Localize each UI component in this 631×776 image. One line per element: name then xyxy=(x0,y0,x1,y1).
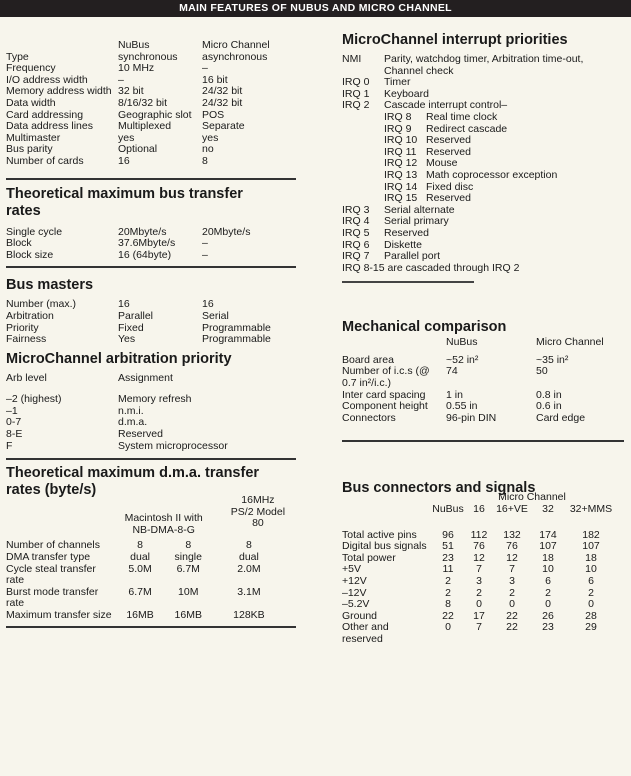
interrupt-sub-cell xyxy=(384,182,624,194)
connectors-cell: 26 xyxy=(542,609,554,622)
arbitration-cell: n.m.i. xyxy=(118,404,144,417)
connectors-cell: 23 xyxy=(542,621,554,634)
masters-cell: Fixed xyxy=(118,321,144,334)
connectors-cell: 2 xyxy=(545,586,551,599)
arbitration-cell: –2 (highest) xyxy=(6,393,62,406)
masters-table xyxy=(6,299,286,345)
connectors-cell: 2 xyxy=(588,586,594,599)
mechanical-table xyxy=(342,337,626,424)
dma-cell: 3.1M xyxy=(237,585,261,598)
features-cell: Type xyxy=(6,50,29,63)
features-cell: I/O address width xyxy=(6,73,88,86)
connectors-cell: 76 xyxy=(473,540,485,553)
arbitration-cell: 8-E xyxy=(6,428,23,441)
interrupt-level: IRQ 12 xyxy=(384,157,418,170)
interrupt-assignment: Parallel port xyxy=(384,250,441,263)
features-row xyxy=(6,98,286,110)
connectors-cell: 10 xyxy=(542,563,554,576)
connectors-cell: 51 xyxy=(442,540,454,553)
masters-cell: Programmable xyxy=(202,333,271,346)
connectors-cell: –12V xyxy=(342,586,367,599)
arbitration-cell: F xyxy=(6,439,13,452)
connectors-cell: 29 xyxy=(585,621,597,634)
interrupt-level: IRQ 3 xyxy=(342,203,370,216)
interrupt-level: IRQ 0 xyxy=(342,76,370,89)
dma-cell: Cycle steal transfer rate xyxy=(6,562,96,587)
connectors-cell: Other and reserved xyxy=(342,621,389,645)
dma-table xyxy=(6,495,286,621)
transfer-title: Theoretical maximum bus transfer rates xyxy=(6,185,243,219)
dma-title: Theoretical maximum d.m.a. transfer rates (byte/s) xyxy=(6,465,260,499)
features-header-nubus: NuBus xyxy=(118,39,150,51)
masters-cell: Yes xyxy=(118,333,136,346)
mechanical-cell: Component height xyxy=(342,400,428,413)
masters-title: Bus masters xyxy=(6,277,94,294)
mechanical-cell: Number of i.c.s (@ 0.7 in²/i.c.) xyxy=(342,365,430,390)
connectors-cell: 174 xyxy=(539,528,557,541)
connectors-cell: 0 xyxy=(445,621,451,634)
interrupt-assignment: Mouse xyxy=(426,157,458,170)
dma-cell: 8 xyxy=(246,539,252,552)
features-header-blank xyxy=(6,40,118,52)
page-banner: MAIN FEATURES OF NUBUS AND MICRO CHANNEL xyxy=(0,0,631,17)
interrupts-table xyxy=(342,54,624,263)
features-cell: – xyxy=(202,62,208,75)
interrupt-assignment: Math coprocessor exception xyxy=(426,168,558,181)
connectors-cell: 22 xyxy=(506,609,518,622)
dma-cell: 2.0M xyxy=(237,562,261,575)
mechanical-cell: ~35 in² xyxy=(536,353,569,366)
features-rule xyxy=(6,178,296,180)
dma-cell: single xyxy=(174,551,202,564)
transfer-table xyxy=(6,227,286,262)
dma-cell: 5.0M xyxy=(128,562,152,575)
features-cell: 24/32 bit xyxy=(202,85,243,98)
features-table xyxy=(6,40,286,168)
connectors-row xyxy=(342,622,618,645)
interrupt-level: NMI xyxy=(342,53,362,65)
interrupt-assignment: Timer xyxy=(384,76,411,89)
connectors-cell: 3 xyxy=(509,575,515,587)
mechanical-cell: 1 in xyxy=(446,388,463,401)
transfer-rule xyxy=(6,266,296,268)
interrupt-indent xyxy=(342,170,384,182)
features-section xyxy=(6,40,286,180)
connectors-cell: 7 xyxy=(476,563,482,576)
interrupt-row xyxy=(342,228,624,240)
connectors-cell: 23 xyxy=(442,551,454,564)
dma-row xyxy=(6,587,286,610)
mechanical-cell: 96-pin DIN xyxy=(446,411,497,424)
interrupt-indent xyxy=(342,135,384,147)
arbitration-section xyxy=(6,351,286,461)
interrupts-rule xyxy=(342,281,474,283)
dma-cell: Burst mode transfer rate xyxy=(6,585,99,610)
connectors-cell: Ground xyxy=(342,609,378,622)
interrupt-row xyxy=(342,135,624,147)
features-cell: 10 MHz xyxy=(118,62,155,75)
features-cell: Geographic slot xyxy=(118,108,192,121)
features-cell: – xyxy=(118,73,124,86)
dma-header-macintosh: Macintosh II with NB-DMA-8-G xyxy=(124,512,203,536)
connectors-cell: –5.2V xyxy=(342,598,370,611)
features-cell: Optional xyxy=(118,143,158,156)
interrupt-sub-cell xyxy=(384,124,624,136)
transfer-cell: 20Mbyte/s xyxy=(118,225,167,238)
dma-cell: 128KB xyxy=(233,609,265,621)
connectors-cell: 107 xyxy=(539,540,557,553)
interrupt-sub-cell xyxy=(384,193,624,205)
connectors-cell: 76 xyxy=(506,540,518,553)
dma-cell: DMA transfer type xyxy=(6,551,91,564)
connectors-cell: Total active pins xyxy=(342,528,417,541)
dma-cell: 16MB xyxy=(174,609,202,621)
connectors-cell: 22 xyxy=(442,609,454,622)
masters-cell: Arbitration xyxy=(6,309,54,322)
masters-row xyxy=(6,311,286,323)
features-cell: yes xyxy=(202,131,219,144)
connectors-section xyxy=(342,480,630,645)
interrupt-level: IRQ 4 xyxy=(342,215,370,228)
interrupt-assignment: Fixed disc xyxy=(426,180,474,193)
interrupt-level: IRQ 5 xyxy=(342,226,370,239)
features-cell: Bus parity xyxy=(6,143,53,156)
features-header-row xyxy=(6,40,286,52)
interrupt-assignment: Parity, watchdog timer, Arbitration time-out, Channel check xyxy=(384,53,584,77)
arbitration-cell: Memory refresh xyxy=(118,393,192,406)
connectors-cell: 0 xyxy=(476,598,482,611)
mechanical-cell: ~52 in² xyxy=(446,353,479,366)
interrupt-sub-cell xyxy=(384,170,624,182)
features-cell: 32 bit xyxy=(118,85,144,98)
mechanical-cell: 50 xyxy=(536,365,548,378)
conn-subheader: 16+VE xyxy=(496,503,528,516)
mechanical-row xyxy=(342,413,626,425)
connectors-cell: 3 xyxy=(476,575,482,587)
interrupt-level: IRQ 15 xyxy=(384,192,418,205)
features-cell: Data address lines xyxy=(6,120,93,133)
transfer-cell: 20Mbyte/s xyxy=(202,225,251,238)
features-cell: Multimaster xyxy=(6,131,61,144)
interrupt-assignment: Serial alternate xyxy=(384,203,455,216)
connectors-cell: 10 xyxy=(585,563,597,576)
interrupt-level: IRQ 1 xyxy=(342,87,370,100)
connectors-cell: 22 xyxy=(506,621,518,634)
left-column xyxy=(6,22,286,628)
connectors-cell: 2 xyxy=(445,586,451,599)
interrupt-level: IRQ 10 xyxy=(384,134,418,147)
connectors-cell: 12 xyxy=(506,551,518,564)
connectors-cell: Digital bus signals xyxy=(342,540,427,553)
mechanical-cell: 74 xyxy=(446,365,458,378)
masters-cell: Fairness xyxy=(6,333,47,346)
interrupt-level: IRQ 7 xyxy=(342,250,370,263)
features-cell: Frequency xyxy=(6,62,56,75)
interrupt-assignment: Redirect cascade xyxy=(426,122,508,135)
dma-section xyxy=(6,465,286,627)
features-cell: no xyxy=(202,143,214,156)
masters-cell: 16 xyxy=(202,298,214,311)
features-row xyxy=(6,156,286,168)
mechanical-title: Mechanical comparison xyxy=(342,319,507,336)
transfer-cell: – xyxy=(202,248,208,261)
interrupt-assignment: Keyboard xyxy=(384,87,429,100)
connectors-cell: Total power xyxy=(342,551,396,564)
features-cell: 8/16/32 bit xyxy=(118,96,168,109)
dma-row xyxy=(6,610,286,622)
masters-cell: Serial xyxy=(202,309,229,322)
masters-cell: Programmable xyxy=(202,321,271,334)
interrupts-title: MicroChannel interrupt priorities xyxy=(342,32,568,48)
mechanical-cell: 0.55 in xyxy=(446,400,478,413)
arbitration-table xyxy=(6,373,286,453)
connectors-cell: +12V xyxy=(342,575,367,587)
features-cell: Card addressing xyxy=(6,108,84,121)
connectors-row xyxy=(342,576,618,588)
arb-header-level: Arb level xyxy=(6,371,47,384)
features-cell: synchronous xyxy=(118,50,178,63)
arbitration-header-row xyxy=(6,373,286,385)
dma-cell: 8 xyxy=(137,539,143,552)
connectors-subheader-row xyxy=(342,504,618,516)
connectors-cell: 0 xyxy=(509,598,515,611)
connectors-cell: 8 xyxy=(445,598,451,611)
masters-section xyxy=(6,277,286,345)
mechanical-cell: Connectors xyxy=(342,411,396,424)
interrupt-row xyxy=(342,251,624,263)
transfer-cell: – xyxy=(202,237,208,250)
mechanical-cell: 0.8 in xyxy=(536,388,562,401)
transfer-cell: Single cycle xyxy=(6,225,63,238)
interrupt-assignment: Diskette xyxy=(384,238,422,251)
mechanical-cell: Inter card spacing xyxy=(342,388,426,401)
connectors-cell: 6 xyxy=(545,575,551,587)
interrupt-assignment: Cascade interrupt control– xyxy=(384,99,508,112)
right-column xyxy=(342,22,630,646)
interrupt-indent xyxy=(342,193,384,205)
connectors-cell: 112 xyxy=(470,528,488,541)
dma-cell: Number of channels xyxy=(6,539,100,552)
masters-cell: Number (max.) xyxy=(6,298,77,311)
interrupt-level: IRQ 6 xyxy=(342,238,370,251)
interrupt-indent xyxy=(342,112,384,124)
interrupt-assignment: Reserved xyxy=(426,134,471,147)
features-cell: asynchronous xyxy=(202,50,268,63)
mech-header-microchannel: Micro Channel xyxy=(536,336,604,349)
interrupt-row xyxy=(342,193,624,205)
conn-header-microchannel: Micro Channel xyxy=(498,491,566,504)
mech-header-blank xyxy=(342,337,446,349)
arbitration-cell: System microprocessor xyxy=(118,439,228,452)
features-cell: Data width xyxy=(6,96,56,109)
interrupt-assignment: Serial primary xyxy=(384,215,449,228)
arbitration-title: MicroChannel arbitration priority xyxy=(6,350,232,367)
connectors-cell: 2 xyxy=(509,586,515,599)
dma-cell: 16MB xyxy=(126,609,154,621)
dma-rule xyxy=(6,626,296,628)
interrupt-indent xyxy=(342,158,384,170)
transfer-row xyxy=(6,250,286,262)
transfer-row xyxy=(6,238,286,250)
features-cell: Multiplexed xyxy=(118,120,172,133)
transfer-cell: 16 (64byte) xyxy=(118,248,172,261)
interrupt-row xyxy=(342,54,624,77)
interrupts-footer: IRQ 8-15 are cascaded through IRQ 2 xyxy=(342,261,520,274)
features-cell: yes xyxy=(118,131,135,144)
features-cell: 8 xyxy=(202,154,208,167)
connectors-cell: 2 xyxy=(445,575,451,587)
interrupt-level: IRQ 2 xyxy=(342,99,370,112)
masters-cell: Priority xyxy=(6,321,39,334)
arbitration-cell: 0-7 xyxy=(6,416,22,429)
conn-header-nubus: NuBus xyxy=(432,503,464,516)
mechanical-section xyxy=(342,319,630,442)
interrupt-assignment: Reserved xyxy=(426,145,471,158)
conn-subheader: 16 xyxy=(473,503,485,516)
mech-header-nubus: NuBus xyxy=(446,336,478,349)
dma-header-row xyxy=(6,495,286,536)
transfer-section xyxy=(6,186,286,269)
conn-subheader: 32 xyxy=(542,503,554,516)
arbitration-row xyxy=(6,429,286,441)
dma-row xyxy=(6,552,286,564)
dma-cell: 6.7M xyxy=(128,585,152,598)
features-header-microchannel: Micro Channel xyxy=(202,39,270,51)
connectors-table xyxy=(342,492,618,645)
features-cell: 16 bit xyxy=(202,73,228,86)
arbitration-row xyxy=(6,441,286,453)
features-row xyxy=(6,121,286,133)
interrupt-level: IRQ 11 xyxy=(384,145,417,158)
interrupt-level: IRQ 14 xyxy=(384,180,418,193)
connectors-cell: +5V xyxy=(342,563,361,576)
mechanical-cell: 0.6 in xyxy=(536,400,562,413)
features-cell: 16 xyxy=(118,154,130,167)
connectors-cell: 7 xyxy=(476,621,482,634)
mechanical-cell: Card edge xyxy=(536,411,586,424)
masters-row xyxy=(6,334,286,346)
connectors-cell: 132 xyxy=(503,528,521,541)
features-cell: Memory address width xyxy=(6,85,112,98)
connectors-cell: 182 xyxy=(582,528,600,541)
arbitration-rule xyxy=(6,458,296,460)
connectors-cell: 0 xyxy=(588,598,594,611)
connectors-cell: 17 xyxy=(473,609,485,622)
conn-subheader: 32+MMS xyxy=(569,503,613,516)
connectors-title: Bus connectors and signals xyxy=(342,480,536,497)
masters-cell: Parallel xyxy=(118,309,154,322)
dma-row xyxy=(6,564,286,587)
mechanical-rule xyxy=(342,440,624,442)
connectors-cell: 7 xyxy=(509,563,515,576)
dma-cell: dual xyxy=(130,551,150,564)
interrupt-indent xyxy=(342,124,384,136)
dma-cell: dual xyxy=(239,551,259,564)
features-cell: POS xyxy=(202,108,225,121)
arbitration-cell: d.m.a. xyxy=(118,416,148,429)
arb-header-assignment: Assignment xyxy=(118,371,173,384)
connectors-cell: 28 xyxy=(585,609,597,622)
connectors-cell: 2 xyxy=(476,586,482,599)
dma-cell: Maximum transfer size xyxy=(6,609,112,621)
connectors-cell: 18 xyxy=(585,551,597,564)
interrupt-level: IRQ 13 xyxy=(384,168,418,181)
connectors-cell: 0 xyxy=(545,598,551,611)
interrupt-assignment: Real time clock xyxy=(426,110,498,123)
connectors-cell: 96 xyxy=(442,528,454,541)
interrupt-row xyxy=(342,170,624,182)
dma-cell: 10M xyxy=(178,585,199,598)
interrupt-sub-cell xyxy=(384,135,624,147)
arbitration-cell: Reserved xyxy=(118,428,163,441)
mechanical-header-row xyxy=(342,337,626,349)
interrupt-indent xyxy=(342,182,384,194)
mechanical-row xyxy=(342,366,626,389)
transfer-cell: Block size xyxy=(6,248,54,261)
transfer-cell: Block xyxy=(6,237,32,250)
dma-cell: 6.7M xyxy=(176,562,200,575)
arbitration-row xyxy=(6,394,286,406)
masters-cell: 16 xyxy=(118,298,130,311)
dma-header-ps2: 16MHz PS/2 Model 80 xyxy=(230,494,286,530)
connectors-cell: 12 xyxy=(473,551,485,564)
interrupt-level: IRQ 9 xyxy=(384,122,412,135)
features-cell: 24/32 bit xyxy=(202,96,243,109)
arbitration-cell: –1 xyxy=(6,404,18,417)
features-cell: Separate xyxy=(202,120,245,133)
interrupt-sub-cell xyxy=(384,147,624,159)
interrupt-assignment: Reserved xyxy=(426,192,471,205)
interrupt-indent xyxy=(342,147,384,159)
connectors-cell: 107 xyxy=(582,540,600,553)
dma-cell: 8 xyxy=(185,539,192,552)
transfer-cell: 37.6Mbyte/s xyxy=(118,237,176,250)
connectors-cell: 18 xyxy=(542,551,554,564)
interrupt-level: IRQ 8 xyxy=(384,110,412,123)
features-cell: Number of cards xyxy=(6,154,84,167)
interrupts-section xyxy=(342,32,630,283)
interrupt-assignment: Reserved xyxy=(384,226,429,239)
connectors-cell: 11 xyxy=(442,563,454,576)
mechanical-cell: Board area xyxy=(342,353,394,366)
connectors-cell: 6 xyxy=(588,575,594,587)
